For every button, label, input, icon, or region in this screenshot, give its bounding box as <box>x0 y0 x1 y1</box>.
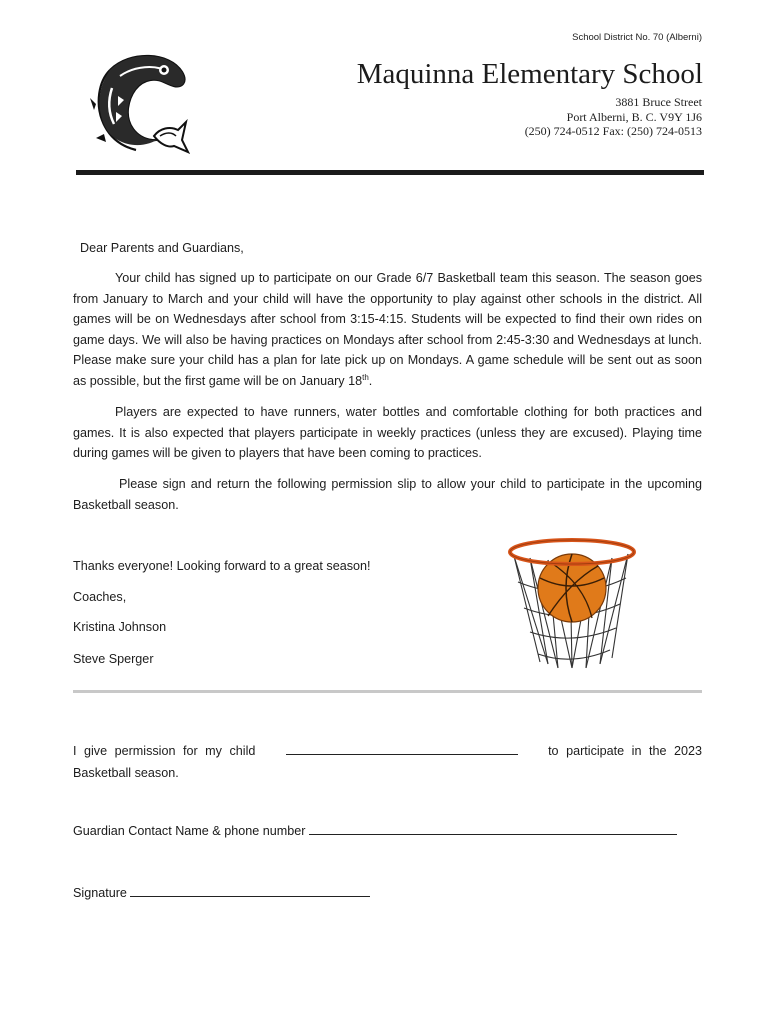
guardian-contact-label: Guardian Contact Name & phone number <box>73 824 306 838</box>
section-divider <box>73 690 702 693</box>
guardian-contact-row <box>73 822 702 838</box>
district-name: School District No. 70 (Alberni) <box>572 32 702 43</box>
school-address-city: Port Alberni, B. C. V9Y 1J6 <box>566 110 702 124</box>
greeting: Dear Parents and Guardians, <box>80 241 244 255</box>
basketball-hoop-icon <box>500 522 650 672</box>
header-rule <box>76 170 704 175</box>
coach-name-1: Kristina Johnson <box>73 620 167 634</box>
permission-slip <box>73 740 702 784</box>
salmon-logo-icon <box>90 48 190 156</box>
signature-label: Signature <box>73 886 127 900</box>
guardian-contact-field[interactable] <box>309 822 677 835</box>
letter-paragraph-2: Players are expected to have runners, water bottles and comfortable clothing for both practices and games. It is also expected that players participate in weekly practices (unless they are excused). Playing time during games will be given to players that have been coming to practices. <box>73 405 702 460</box>
school-phone-fax: (250) 724-0512 Fax: (250) 724-0513 <box>524 124 702 138</box>
permission-text-line2: Basketball season. <box>73 766 179 780</box>
coaches-label: Coaches, <box>73 590 127 604</box>
child-name-field[interactable] <box>286 742 518 755</box>
school-address-street: 3881 Bruce Street <box>615 95 702 109</box>
letter-paragraph-3: Please sign and return the following permission slip to allow your child to participate in the upcoming Basketball season. <box>73 477 702 512</box>
coach-name-2: Steve Sperger <box>73 652 154 666</box>
permission-text-end: to participate in the 2023 <box>548 744 702 758</box>
signature-field[interactable] <box>130 884 370 897</box>
signature-row <box>73 884 370 900</box>
permission-text-start: I give permission for my child <box>73 744 256 758</box>
closing-thanks: Thanks everyone! Looking forward to a great season! <box>73 559 371 573</box>
school-name: Maquinna Elementary School <box>356 58 703 90</box>
letter-paragraph-1: Your child has signed up to participate on our Grade 6/7 Basketball team this season. The season goes from January to March and your child will have the opportunity to play against other schools in the district. All games will be on Wednesdays after school from 3:15-4:15. Students will be expected to find their own rides on game days. We will also be having practices on Mondays after school from 2:45-3:30 and Wednesdays at lunch. Please make sure your child has a plan for late pick up on Mondays. A game schedule will be sent out as soon as possible, but the first game will be on January 18th. <box>73 271 702 388</box>
